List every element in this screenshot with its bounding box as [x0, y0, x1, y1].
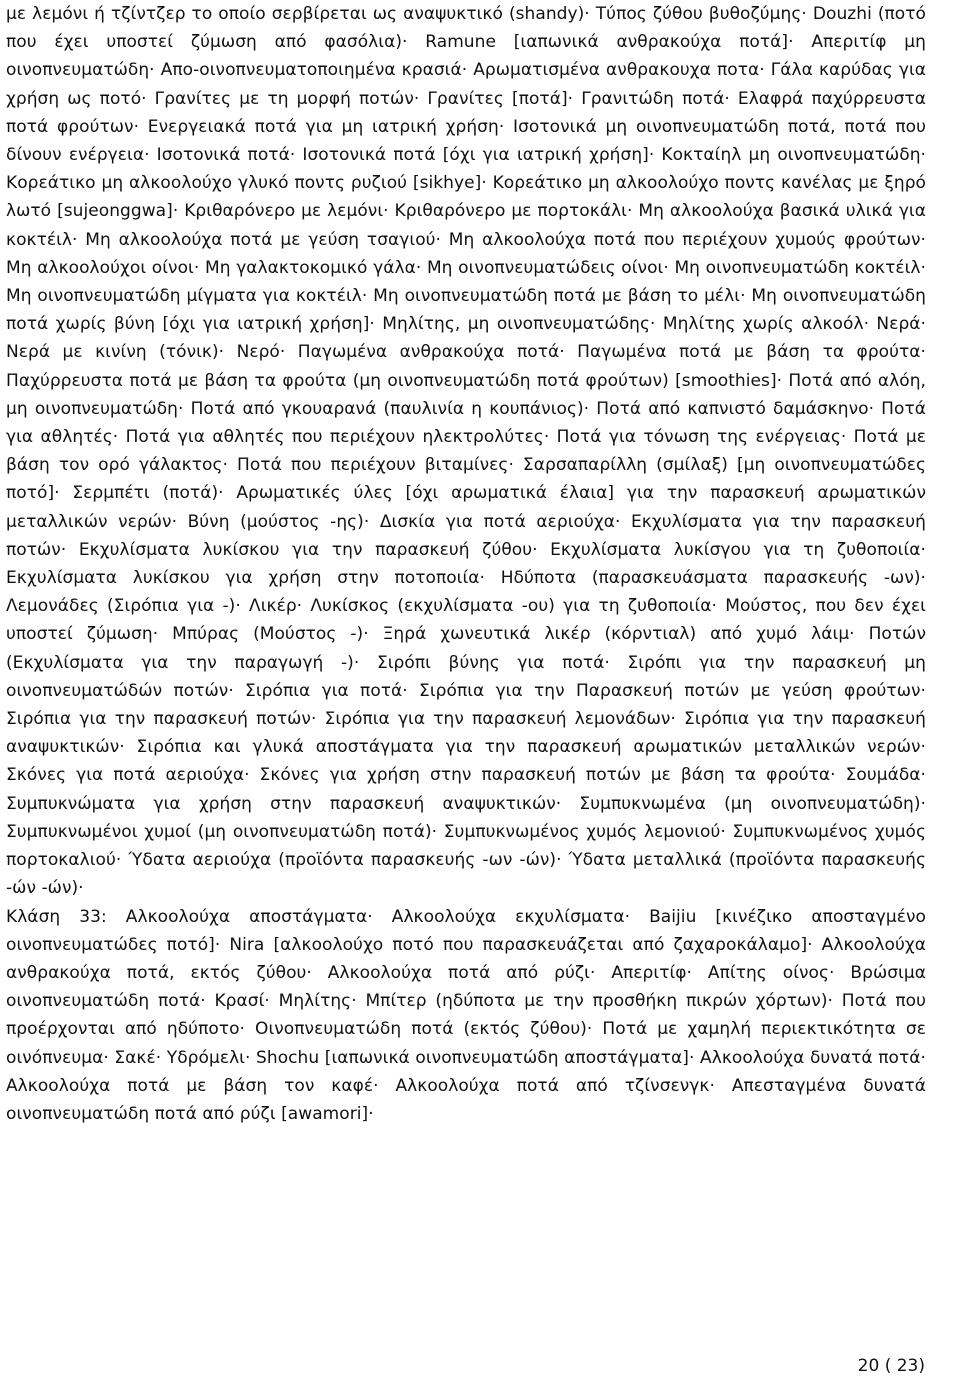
- document-body: [6, 0, 926, 1128]
- paragraph-class-33: Κλάση 33: Αλκοολούχα αποστάγματα· Αλκοολούχα εκχυλίσματα· Baijiu [κινέζικο αποσταγμένο οινοπνευματώδες ποτό]· Nira [αλκοολούχο ποτό που παρασκευάζεται από ζαχαροκάλαμο]· Αλκοολούχα ανθρακούχα ποτά, εκτός ζύθου· Αλκοολούχα ποτά από ρύζι· Απεριτίφ· Απίτης οίνος· Βρώσιμα οινοπνευματώδη ποτά· Κρασί· Μηλίτης· Μπίτερ (ηδύποτα με την προσθήκη πικρών χόρτων)· Ποτά που προέρχονται από ηδύποτο· Οινοπνευματώδη ποτά (εκτός ζύθου)· Ποτά με χαμηλή περιεκτικότητα σε οινόπνευμα· Σακέ· Υδρόμελι· Shochu [ιαπωνικά οινοπνευματώδη αποστάγματα]· Αλκοολούχα δυνατά ποτά· Αλκοολούχα ποτά με βάση τον καφέ· Αλκοολούχα ποτά από τζίνσενγκ· Απεσταγμένα δυνατά οινοπνευματώδη ποτά από ρύζι [awamori]·: [6, 906, 926, 1124]
- page-counter: 20 ( 23): [857, 1356, 925, 1376]
- paragraph-class-32-continuation: με λεμόνι ή τζίντζερ το οποίο σερβίρεται ως αναψυκτικό (shandy)· Τύπος ζύθου βυθοζύμης· Douzhi (ποτό που έχει υποστεί ζύμωση από φασόλια)· Ramune [ιαπωνικά ανθρακούχα ποτά]· Απεριτίφ μη οινοπνευματώδη· Απο-οινοπνευματοποιημένα κρασιά· Αρωματισμένα ανθρακουχα ποτα· Γάλα καρύδας για χρήση ως ποτό· Γρανίτες με τη μορφή ποτών· Γρανίτες [ποτά]· Γρανιτώδη ποτά· Ελαφρά παχύρρευστα ποτά φρούτων· Ενεργειακά ποτά για μη ιατρική χρήση· Ισοτονικά μη οινοπνευματώδη ποτά, ποτά που δίνουν ενέργεια· Ισοτονικά ποτά· Ισοτονικά ποτά [όχι για ιατρική χρήση]· Κοκταίηλ μη οινοπνευματώδη· Κορεάτικο μη αλκοολούχο γλυκό ποντς ρυζιού [sikhye]· Κορεάτικο μη αλκοολούχο ποντς κανέλας με ξηρό λωτό [sujeonggwa]· Κριθαρόνερο με λεμόνι· Κριθαρόνερο με πορτοκάλι· Μη αλκοολούχα βασικά υλικά για κοκτέιλ· Μη αλκοολούχα ποτά με γεύση τσαγιού· Μη αλκοολούχα ποτά που περιέχουν χυμούς φρούτων· Μη αλκοολούχοι οίνοι· Μη γαλακτοκομικό γάλα· Μη οινοπνευματώδεις οίνοι· Μη οινοπνευματώδη κοκτέιλ· Μη οινοπνευματώδη μίγματα για κοκτέιλ· Μη οινοπνευματώδη ποτά με βάση το μέλι· Μη οινοπνευματώδη ποτά χωρίς βύνη [όχι για ιατρική χρήση]· Μηλίτης, μη οινοπνευματώδης· Μηλίτης χωρίς αλκοόλ· Νερά· Νερά με κινίνη (τόνικ)· Νερό· Παγωμένα ανθρακούχα ποτά· Παγωμένα ποτά με βάση τα φρούτα· Παχύρρευστα ποτά με βάση τα φρούτα (μη οινοπνευματώδη ποτά φρούτων) [smoothies]· Ποτά από αλόη, μη οινοπνευματώδη· Ποτά από γκουαρανά (παυλινία η κουπάνιος)· Ποτά από καπνιστό δαμάσκηνο· Ποτά για αθλητές· Ποτά για αθλητές που περιέχουν ηλεκτρολύτες· Ποτά για τόνωση της ενέργειας· Ποτά με βάση τον ορό γάλακτος· Ποτά που περιέχουν βιταμίνες· Σαρσαπαρίλλη (σμίλαξ) [μη οινοπνευματώδες ποτό]· Σερμπέτι (ποτά)· Αρωματικές ύλες [όχι αρωματικά έλαια] για την παρασκευή αρωματικών μεταλλικών νερών· Βύνη (μούστος -ης)· Δισκία για ποτά αεριούχα· Εκχυλίσματα για την παρασκευή ποτών· Εκχυλίσματα λυκίσκου για την παρασκευή ζύθου· Εκχυλίσματα λυκίσγου για τη ζυθοποιία· Εκχυλίσματα λυκίσκου για χρήση στην ποτοποιία· Ηδύποτα (παρασκευάσματα παρασκευής -ων)· Λεμονάδες (Σιρόπια για -)· Λικέρ· Λυκίσκος (εκχυλίσματα -ου) για τη ζυθοποιία· Μούστος, που δεν έχει υποστεί ζύμωση· Μπύρας (Μούστος -)· Ξηρά χωνευτικά λικέρ (κόρντιαλ) από χυμό λάιμ· Ποτών (Εκχυλίσματα για την παραγωγή -)· Σιρόπι βύνης για ποτά· Σιρόπι για την παρασκευή μη οινοπνευματώδών ποτών· Σιρόπια για ποτά· Σιρόπια για την Παρασκευή ποτών με γεύση φρούτων· Σιρόπια για την παρασκευή ποτών· Σιρόπια για την παρασκευή λεμονάδων· Σιρόπια για την παρασκευή αναψυκτικών· Σιρόπια και γλυκά αποστάγματα για την παρασκευή αρωματικών μεταλλικών νερών· Σκόνες για ποτά αεριούχα· Σκόνες για χρήση στην παρασκευή ποτών με βάση τα φρούτα· Σουμάδα· Συμπυκνώματα για χρήση στην παρασκευή αναψυκτικών· Συμπυκνωμένα (μη οινοπνευματώδη)· Συμπυκνωμένοι χυμοί (μη οινοπνευματώδη ποτά)· Συμπυκνωμένος χυμός λεμονιού· Συμπυκνωμένος χυμός πορτοκαλιού· Ύδατα αεριούχα (προϊόντα παρασκευής -ων -ών)· Ύδατα μεταλλικά (προϊόντα παρασκευής -ών -ών)·: [6, 4, 926, 899]
